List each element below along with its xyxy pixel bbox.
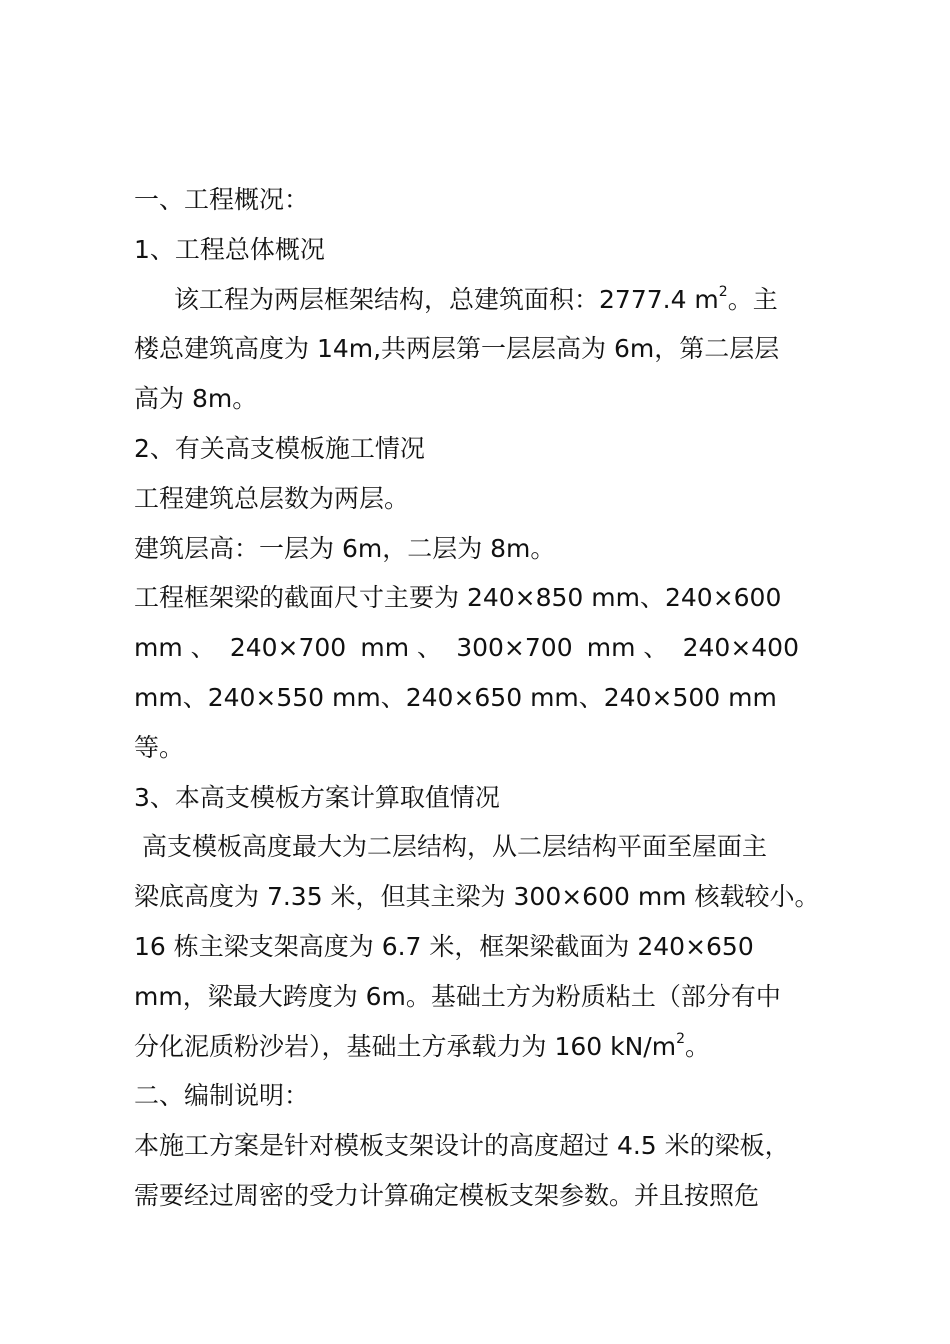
- superscript: 2: [676, 1030, 685, 1047]
- section-heading-preparation: 二、编制说明：: [134, 1081, 310, 1111]
- paragraph-line: 需要经过周密的受力计算确定模板支架参数。并且按照危: [134, 1180, 760, 1210]
- paragraph-text: 该工程为两层框架结构，总建筑面积：2777.4 m: [174, 284, 719, 314]
- superscript: 2: [718, 283, 728, 300]
- paragraph-text: 。主: [727, 284, 778, 314]
- justified-word: mm 、: [360, 633, 443, 663]
- paragraph-line: 16 栋主梁支架高度为 6.7 米，框架梁截面为 240×650: [134, 931, 754, 961]
- paragraph-line: 梁底高度为 7.35 米，但其主梁为 300×600 mm 核载较小。: [134, 882, 820, 912]
- paragraph-line: 高支模板高度最大为二层结构，从二层结构平面至屋面主: [142, 832, 768, 862]
- subsection-heading-general: 1、工程总体概况: [134, 234, 325, 264]
- paragraph-line: 楼总建筑高度为 14m,共两层第一层层高为 6m，第二层层: [134, 334, 780, 364]
- paragraph-line: 建筑层高：一层为 6m，二层为 8m。: [134, 533, 556, 563]
- justified-word: mm 、: [586, 633, 669, 663]
- paragraph-line: 高为 8m。: [134, 384, 258, 414]
- justified-word: 240×400: [682, 633, 799, 663]
- paragraph-line-justified: [134, 623, 799, 673]
- section-heading-overview: 一、工程概况：: [134, 185, 310, 214]
- document-body: [134, 175, 820, 1221]
- subsection-heading-formwork: 2、有关高支模板施工情况: [134, 433, 425, 463]
- paragraph-line: [134, 275, 799, 325]
- justified-word: 300×700: [456, 633, 573, 663]
- paragraph-line: 工程建筑总层数为两层。: [134, 483, 410, 513]
- justified-word: 240×700: [229, 633, 347, 663]
- paragraph-line: 等。: [134, 732, 185, 762]
- paragraph-line: 本施工方案是针对模板支架设计的高度超过 4.5 米的梁板，: [134, 1131, 790, 1161]
- paragraph-text: 。: [685, 1031, 711, 1061]
- paragraph-line: 工程框架梁的截面尺寸主要为 240×850 mm、240×600: [134, 583, 782, 613]
- subsection-heading-calculation: 3、本高支模板方案计算取值情况: [134, 782, 500, 812]
- paragraph-line: mm、240×550 mm、240×650 mm、240×500 mm: [134, 682, 777, 712]
- paragraph-line: [134, 1022, 799, 1072]
- paragraph-text: 分化泥质粉沙岩），基础土方承载力为 160 kN/m: [134, 1031, 677, 1061]
- justified-word: mm 、: [134, 633, 216, 663]
- paragraph-line: mm，梁最大跨度为 6m。基础土方为粉质粘土（部分有中: [134, 981, 781, 1011]
